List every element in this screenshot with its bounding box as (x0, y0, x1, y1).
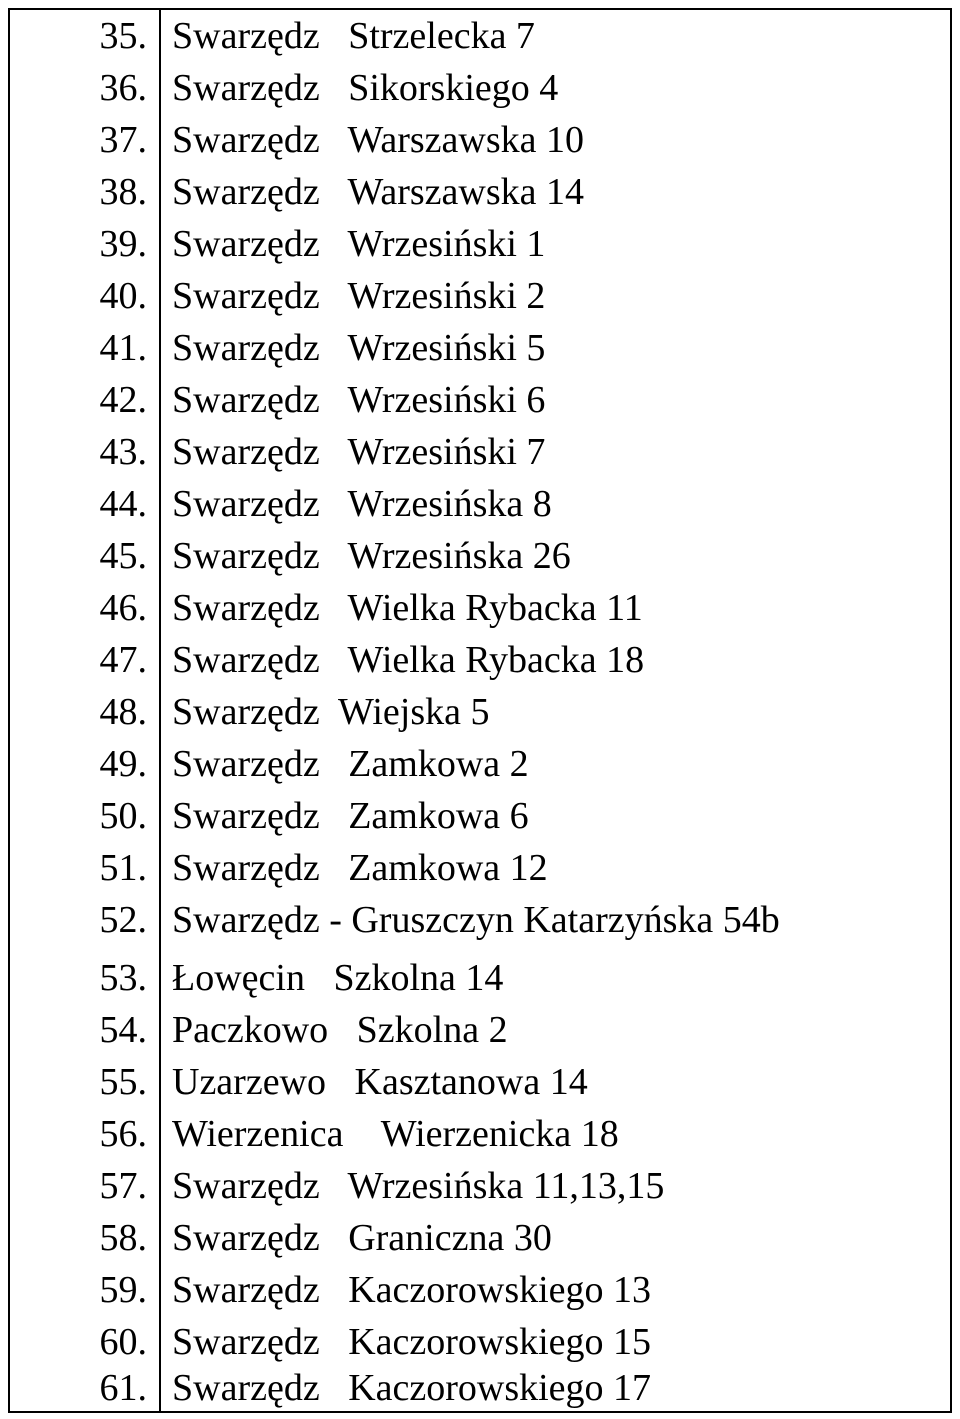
table-row (10, 894, 950, 946)
row-number: 61. (99, 1367, 147, 1409)
table-row (10, 1056, 950, 1108)
row-address: Swarzędz Warszawska 10 (172, 119, 584, 161)
table-row (10, 1362, 950, 1414)
row-address: Swarzędz Wielka Rybacka 18 (172, 639, 645, 681)
row-address: Swarzędz Graniczna 30 (172, 1217, 552, 1259)
row-address: Swarzędz - Gruszczyn Katarzyńska 54b (172, 899, 780, 941)
row-address: Swarzędz Kaczorowskiego 17 (172, 1367, 652, 1409)
row-address: Swarzędz Wrzesińska 8 (172, 483, 552, 525)
table-row (10, 62, 950, 114)
table-row (10, 634, 950, 686)
row-address: Paczkowo Szkolna 2 (172, 1009, 508, 1051)
row-address: Swarzędz Wrzesińska 11,13,15 (172, 1165, 665, 1207)
row-number: 57. (99, 1165, 147, 1207)
table-row (10, 322, 950, 374)
table-row (10, 582, 950, 634)
row-number: 51. (99, 847, 147, 889)
row-address: Swarzędz Wrzesiński 2 (172, 275, 546, 317)
row-number: 36. (99, 67, 147, 109)
row-number: 45. (99, 535, 147, 577)
address-table (8, 8, 952, 1413)
row-address: Swarzędz Warszawska 14 (172, 171, 584, 213)
table-row (10, 1316, 950, 1368)
row-number: 44. (99, 483, 147, 525)
row-number: 43. (99, 431, 147, 473)
table-row (10, 530, 950, 582)
row-address: Swarzędz Wrzesiński 1 (172, 223, 546, 265)
row-number: 53. (99, 957, 147, 999)
row-number: 39. (99, 223, 147, 265)
table-row (10, 166, 950, 218)
table-row (10, 686, 950, 738)
row-address: Swarzędz Kaczorowskiego 13 (172, 1269, 652, 1311)
table-row (10, 952, 950, 1004)
row-address: Uzarzewo Kasztanowa 14 (172, 1061, 588, 1103)
row-number: 49. (99, 743, 147, 785)
row-address: Łowęcin Szkolna 14 (172, 957, 504, 999)
row-number: 59. (99, 1269, 147, 1311)
table-row (10, 10, 950, 62)
table-row (10, 478, 950, 530)
row-number: 54. (99, 1009, 147, 1051)
table-row (10, 1004, 950, 1056)
row-number: 58. (99, 1217, 147, 1259)
row-address: Swarzędz Wrzesiński 7 (172, 431, 546, 473)
row-number: 55. (99, 1061, 147, 1103)
row-number: 37. (99, 119, 147, 161)
table-row (10, 1160, 950, 1212)
table-row (10, 1264, 950, 1316)
row-address: Wierzenica Wierzenicka 18 (172, 1113, 619, 1155)
row-number: 38. (99, 171, 147, 213)
row-number: 40. (99, 275, 147, 317)
row-number: 35. (99, 15, 147, 57)
table-row (10, 1108, 950, 1160)
row-address: Swarzędz Wrzesiński 5 (172, 327, 546, 369)
table-row (10, 426, 950, 478)
row-number: 52. (99, 899, 147, 941)
table-row (10, 270, 950, 322)
table-row (10, 790, 950, 842)
row-address: Swarzędz Kaczorowskiego 15 (172, 1321, 652, 1363)
table-row (10, 114, 950, 166)
row-number: 42. (99, 379, 147, 421)
row-number: 56. (99, 1113, 147, 1155)
row-number: 50. (99, 795, 147, 837)
row-address: Swarzędz Wielka Rybacka 11 (172, 587, 643, 629)
row-address: Swarzędz Wrzesińska 26 (172, 535, 571, 577)
row-number: 46. (99, 587, 147, 629)
table-row (10, 842, 950, 894)
row-number: 41. (99, 327, 147, 369)
row-address: Swarzędz Zamkowa 12 (172, 847, 548, 889)
row-address: Swarzędz Strzelecka 7 (172, 15, 535, 57)
table-row (10, 218, 950, 270)
row-number: 47. (99, 639, 147, 681)
table-row (10, 738, 950, 790)
row-address: Swarzędz Zamkowa 6 (172, 795, 529, 837)
table-row (10, 374, 950, 426)
table-row (10, 1212, 950, 1264)
row-number: 48. (99, 691, 147, 733)
row-address: Swarzędz Zamkowa 2 (172, 743, 529, 785)
row-number: 60. (99, 1321, 147, 1363)
row-address: Swarzędz Wrzesiński 6 (172, 379, 546, 421)
row-address: Swarzędz Sikorskiego 4 (172, 67, 559, 109)
row-address: Swarzędz Wiejska 5 (172, 691, 490, 733)
